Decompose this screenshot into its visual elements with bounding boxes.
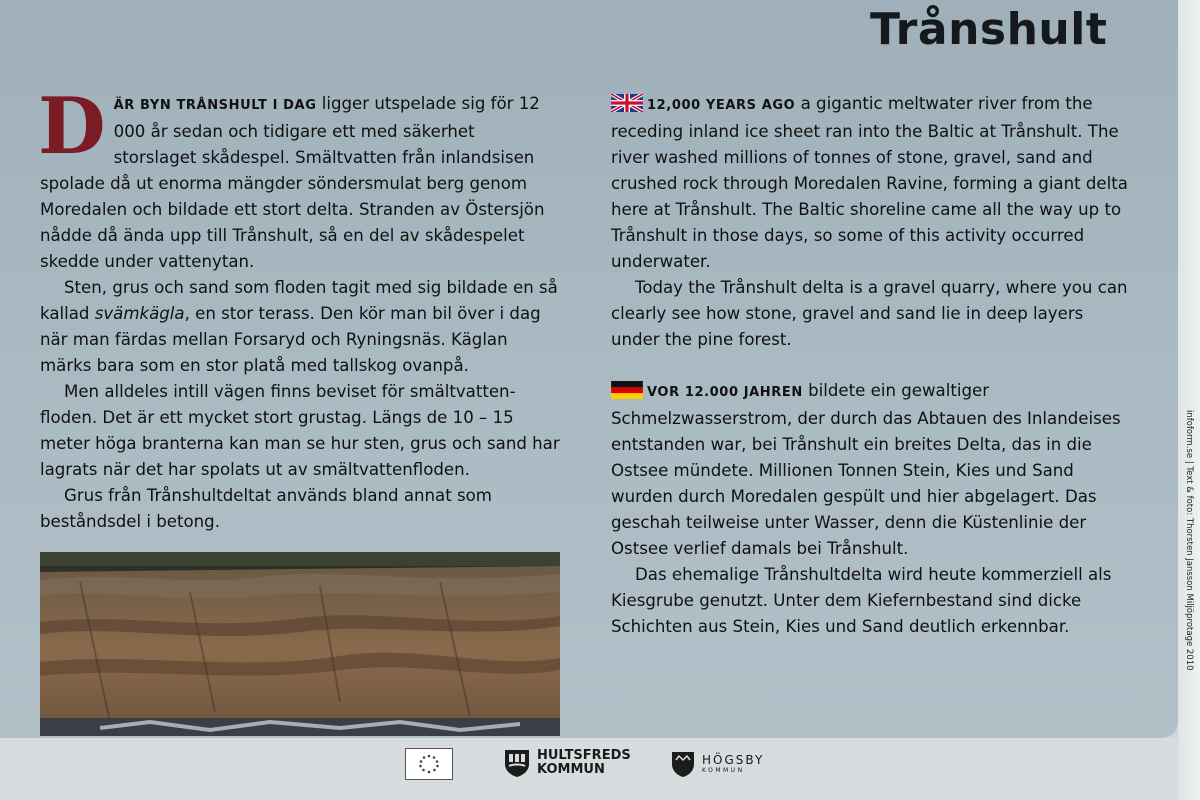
hultsfred-kommun: KOMMUN bbox=[537, 762, 605, 777]
german-paragraph-2: Das ehemalige Trånshultdelta wird heute kommerziell als Kiesgrube genutzt. Unter dem Kiefernbestand sind dicke Schichten aus Stein, Kies und Sand deutlich erkennbar. bbox=[611, 565, 1112, 636]
quarry-photo bbox=[40, 552, 560, 736]
hultsfred-crest-icon bbox=[503, 748, 531, 778]
hultsfred-logo bbox=[503, 748, 631, 778]
english-text bbox=[611, 91, 1131, 353]
german-p1-text: bildete ein gewaltiger Schmelzwasserstrom, der durch das Abtauen des Inlandeises entstanden war, bei Trånshult ein breites Delta, das in die Ostsee mündete. Millionen Tonnen Stein, Kies und Sand wurden durch Moredalen gespült und hier abgelagert. Das geschah teilweise unter Wasser, denn die Küstenlinie der Ostsee verlief damals bei Trånshult. bbox=[611, 381, 1121, 558]
quarry-image bbox=[40, 552, 560, 736]
drop-cap: D bbox=[38, 81, 106, 172]
sign-edge bbox=[1178, 0, 1200, 800]
swedish-paragraph-3: Men alldeles intill vägen finns beviset för smältvattenfloden. Det är ett mycket stort grustag. Längs de 10 – 15 meter höga branterna kan man se hur sten, grus och sand har lagrats när det har spolats ut av smältvattenfloden. bbox=[40, 382, 560, 479]
swedish-lead: ÄR BYN TRÅNSHULT I DAG bbox=[113, 98, 317, 113]
german-flag-icon bbox=[611, 381, 643, 399]
swedish-p1-text: ligger utspelade sig för 12 000 år sedan och tidigare ett med säkerhet storslaget skådespel. Smältvatten från inlandsisen spolade då ut enorma mängder söndersmulat berg genom Moredalen och bildade ett stort delta. Stranden av Östersjön nådde då ända upp till Trånshult, så en del av skådespelet skedde under vattenytan. bbox=[40, 94, 545, 271]
english-lead: 12,000 YEARS AGO bbox=[647, 98, 796, 113]
german-text bbox=[611, 378, 1131, 640]
english-paragraph-1 bbox=[611, 91, 1131, 275]
eu-logo bbox=[405, 748, 453, 780]
swedish-paragraph-4: Grus från Trånshultdeltat används bland annat som beståndsdel i betong. bbox=[40, 486, 492, 531]
swedish-paragraph-2 bbox=[40, 275, 562, 379]
german-lead: VOR 12.000 JAHREN bbox=[647, 385, 803, 400]
sign-title: Trånshult bbox=[870, 4, 1108, 55]
hogsby-name: HÖGSBY bbox=[702, 752, 765, 767]
english-paragraph-2: Today the Trånshult delta is a gravel quarry, where you can clearly see how stone, gravel and sand lie in deep layers under the pine forest. bbox=[611, 278, 1128, 349]
swedish-p2-a: Sten, grus och sand som floden tagit med sig bildade en så kallad bbox=[40, 278, 558, 323]
hogsby-kommun: KOMMUN bbox=[702, 766, 745, 774]
swedish-paragraph-1 bbox=[38, 81, 562, 275]
swedish-p2-term: svämkägla bbox=[94, 304, 185, 323]
english-p1-text: a gigantic meltwater river from the receding inland ice sheet ran into the Baltic at Trånshult. The river washed millions of tonnes of stone, gravel, sand and crushed rock through Moredalen Ravine, forming a giant delta here at Trånshult. The Baltic shoreline came all the way up to Trånshult in those days, so some of this activity occurred underwater. bbox=[611, 94, 1128, 271]
german-paragraph-1 bbox=[611, 378, 1131, 562]
swedish-text bbox=[38, 81, 562, 535]
eu-flag-icon bbox=[405, 748, 453, 780]
photo-credit: infoform.se | Text & foto: Thorsten Jansson Miljöprotage 2010 bbox=[1184, 410, 1194, 671]
hogsby-crest-icon bbox=[670, 748, 696, 778]
swedish-p2-b: , en stor terass. Den kör man bil över i dag när man färdas mellan Forsaryd och Ryningsnäs. Käglan märks bara som en stor platå med tallskog ovanpå. bbox=[40, 304, 541, 375]
uk-flag-icon bbox=[611, 94, 643, 112]
hogsby-logo bbox=[670, 748, 764, 778]
hultsfred-name: HULTSFREDS bbox=[537, 748, 631, 763]
